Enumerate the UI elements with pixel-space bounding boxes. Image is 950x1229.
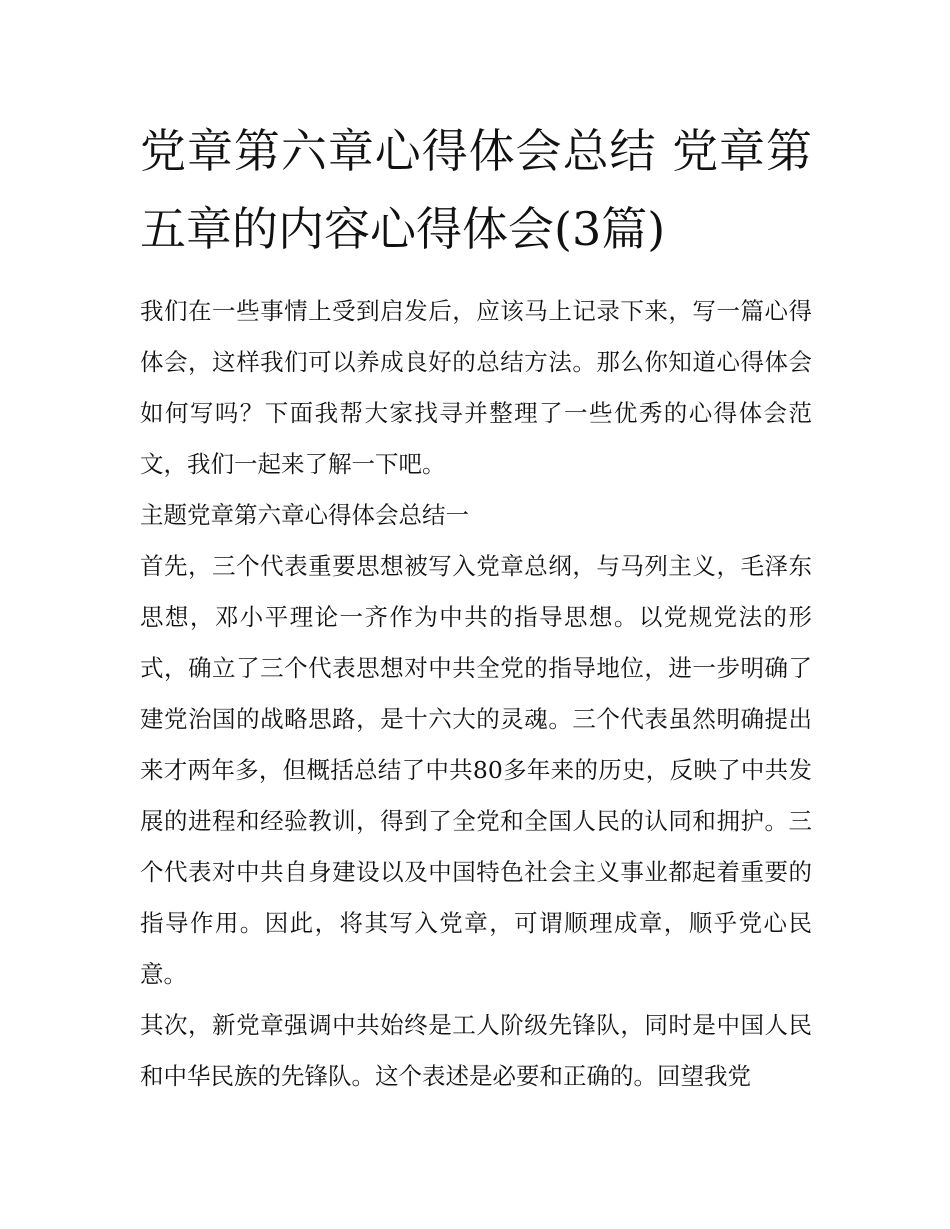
body-paragraph-second: 其次，新党章强调中共始终是工人阶级先锋队，同时是中国人民和中华民族的先锋队。这个表述是必要和正确的。回望我党 [140, 1011, 812, 1090]
intro-paragraph: 我们在一些事情上受到启发后，应该马上记录下来，写一篇心得体会，这样我们可以养成良好的总结方法。那么你知道心得体会如何写吗？下面我帮大家找寻并整理了一些优秀的心得体会范文，我们一起来了解一下吧。 [140, 297, 812, 478]
document-page [140, 112, 812, 1102]
body-paragraph-first: 首先，三个代表重要思想被写入党章总纲，与马列主义，毛泽东思想，邓小平理论一齐作为中共的指导思想。以党规党法的形式，确立了三个代表思想对中共全党的指导地位，进一步明确了建党治国的战略思路，是十六大的灵魂。三个代表虽然明确提出来才两年多，但概括总结了中共80多年来的历史，反映了中共发展的进程和经验教训，得到了全党和全国人民的认同和拥护。三个代表对中共自身建设以及中国特色社会主义事业都起着重要的指导作用。因此，将其写入党章，可谓顺理成章，顺乎党心民意。 [140, 552, 812, 988]
section-heading: 主题党章第六章心得体会总结一 [140, 501, 469, 529]
document-title: 党章第六章心得体会总结 党章第五章的内容心得体会(3篇) [140, 124, 812, 256]
